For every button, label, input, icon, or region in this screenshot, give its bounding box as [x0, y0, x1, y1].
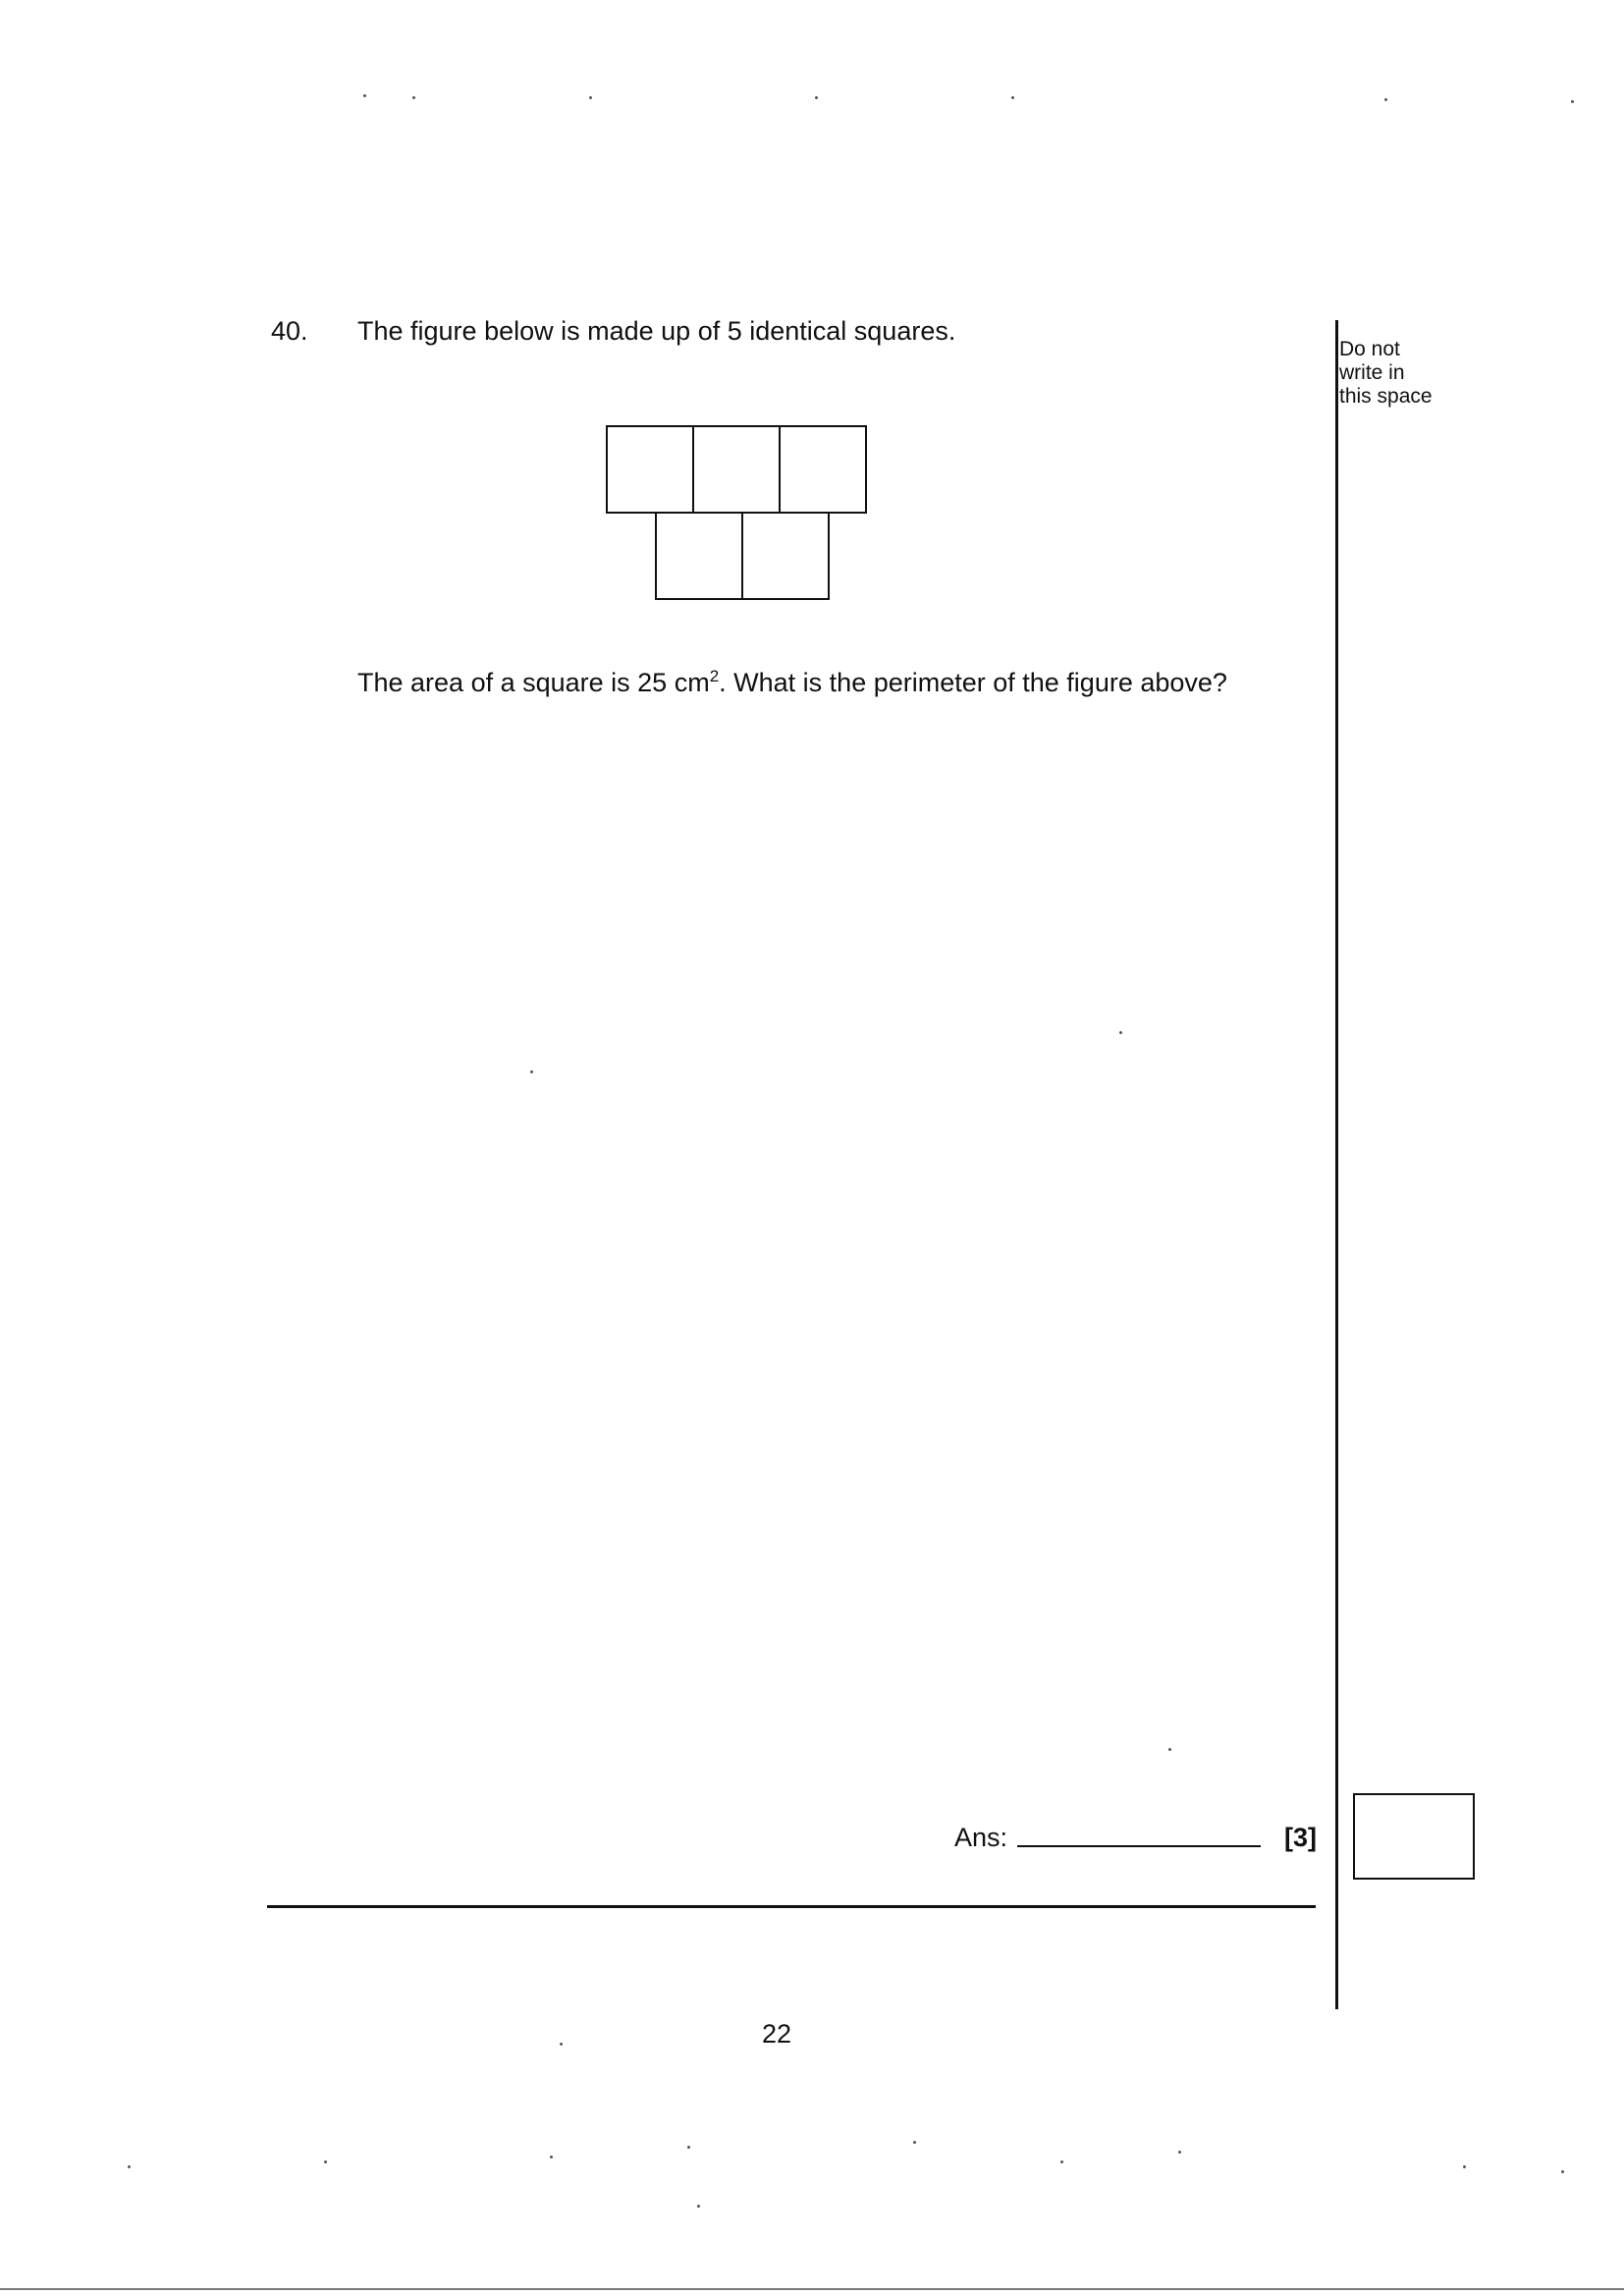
speck	[560, 2043, 563, 2046]
superscript-two: 2	[709, 667, 720, 685]
speck	[412, 96, 415, 99]
margin-note	[1339, 338, 1487, 409]
subtext-after: . What is the perimeter of the figure above?	[719, 668, 1227, 697]
answer-label: Ans:	[954, 1823, 1008, 1852]
page-number: 22	[762, 2019, 792, 2049]
question-text: The figure below is made up of 5 identical squares.	[357, 316, 956, 346]
square-bottom-1	[656, 513, 742, 599]
speck	[550, 2156, 553, 2159]
speck	[363, 94, 366, 97]
speck	[530, 1070, 533, 1073]
margin-note-line-3: this space	[1339, 385, 1433, 408]
speck	[1571, 100, 1574, 103]
question-number: 40.	[271, 316, 308, 346]
speck	[1168, 1748, 1171, 1751]
margin-note-line-2: write in	[1339, 361, 1405, 384]
question-subtext	[357, 668, 1227, 698]
answer-line[interactable]	[1017, 1845, 1261, 1847]
bottom-rule	[267, 1905, 1316, 1908]
speck	[697, 2205, 700, 2208]
speck	[589, 96, 592, 99]
speck	[687, 2146, 690, 2149]
squares-figure	[603, 422, 870, 607]
answer-row	[954, 1823, 1317, 1853]
speck	[324, 2160, 327, 2163]
speck	[1011, 96, 1014, 99]
score-box	[1353, 1793, 1475, 1880]
speck	[1384, 98, 1387, 101]
speck	[1060, 2160, 1063, 2163]
speck	[1178, 2151, 1181, 2154]
speck	[815, 96, 818, 99]
answer-marks: [3]	[1284, 1823, 1318, 1852]
square-top-3	[780, 426, 866, 513]
square-bottom-2	[742, 513, 829, 599]
speck	[1561, 2170, 1564, 2173]
square-top-2	[693, 426, 780, 513]
speck	[128, 2165, 131, 2168]
speck	[1119, 1031, 1122, 1034]
subtext-before: The area of a square is 25 cm	[357, 668, 710, 697]
page-edge-rule	[0, 2288, 1624, 2290]
speck	[913, 2141, 916, 2144]
square-top-1	[607, 426, 693, 513]
speck	[1463, 2165, 1466, 2168]
margin-note-line-1: Do not	[1339, 338, 1400, 360]
margin-rule	[1335, 320, 1338, 2009]
